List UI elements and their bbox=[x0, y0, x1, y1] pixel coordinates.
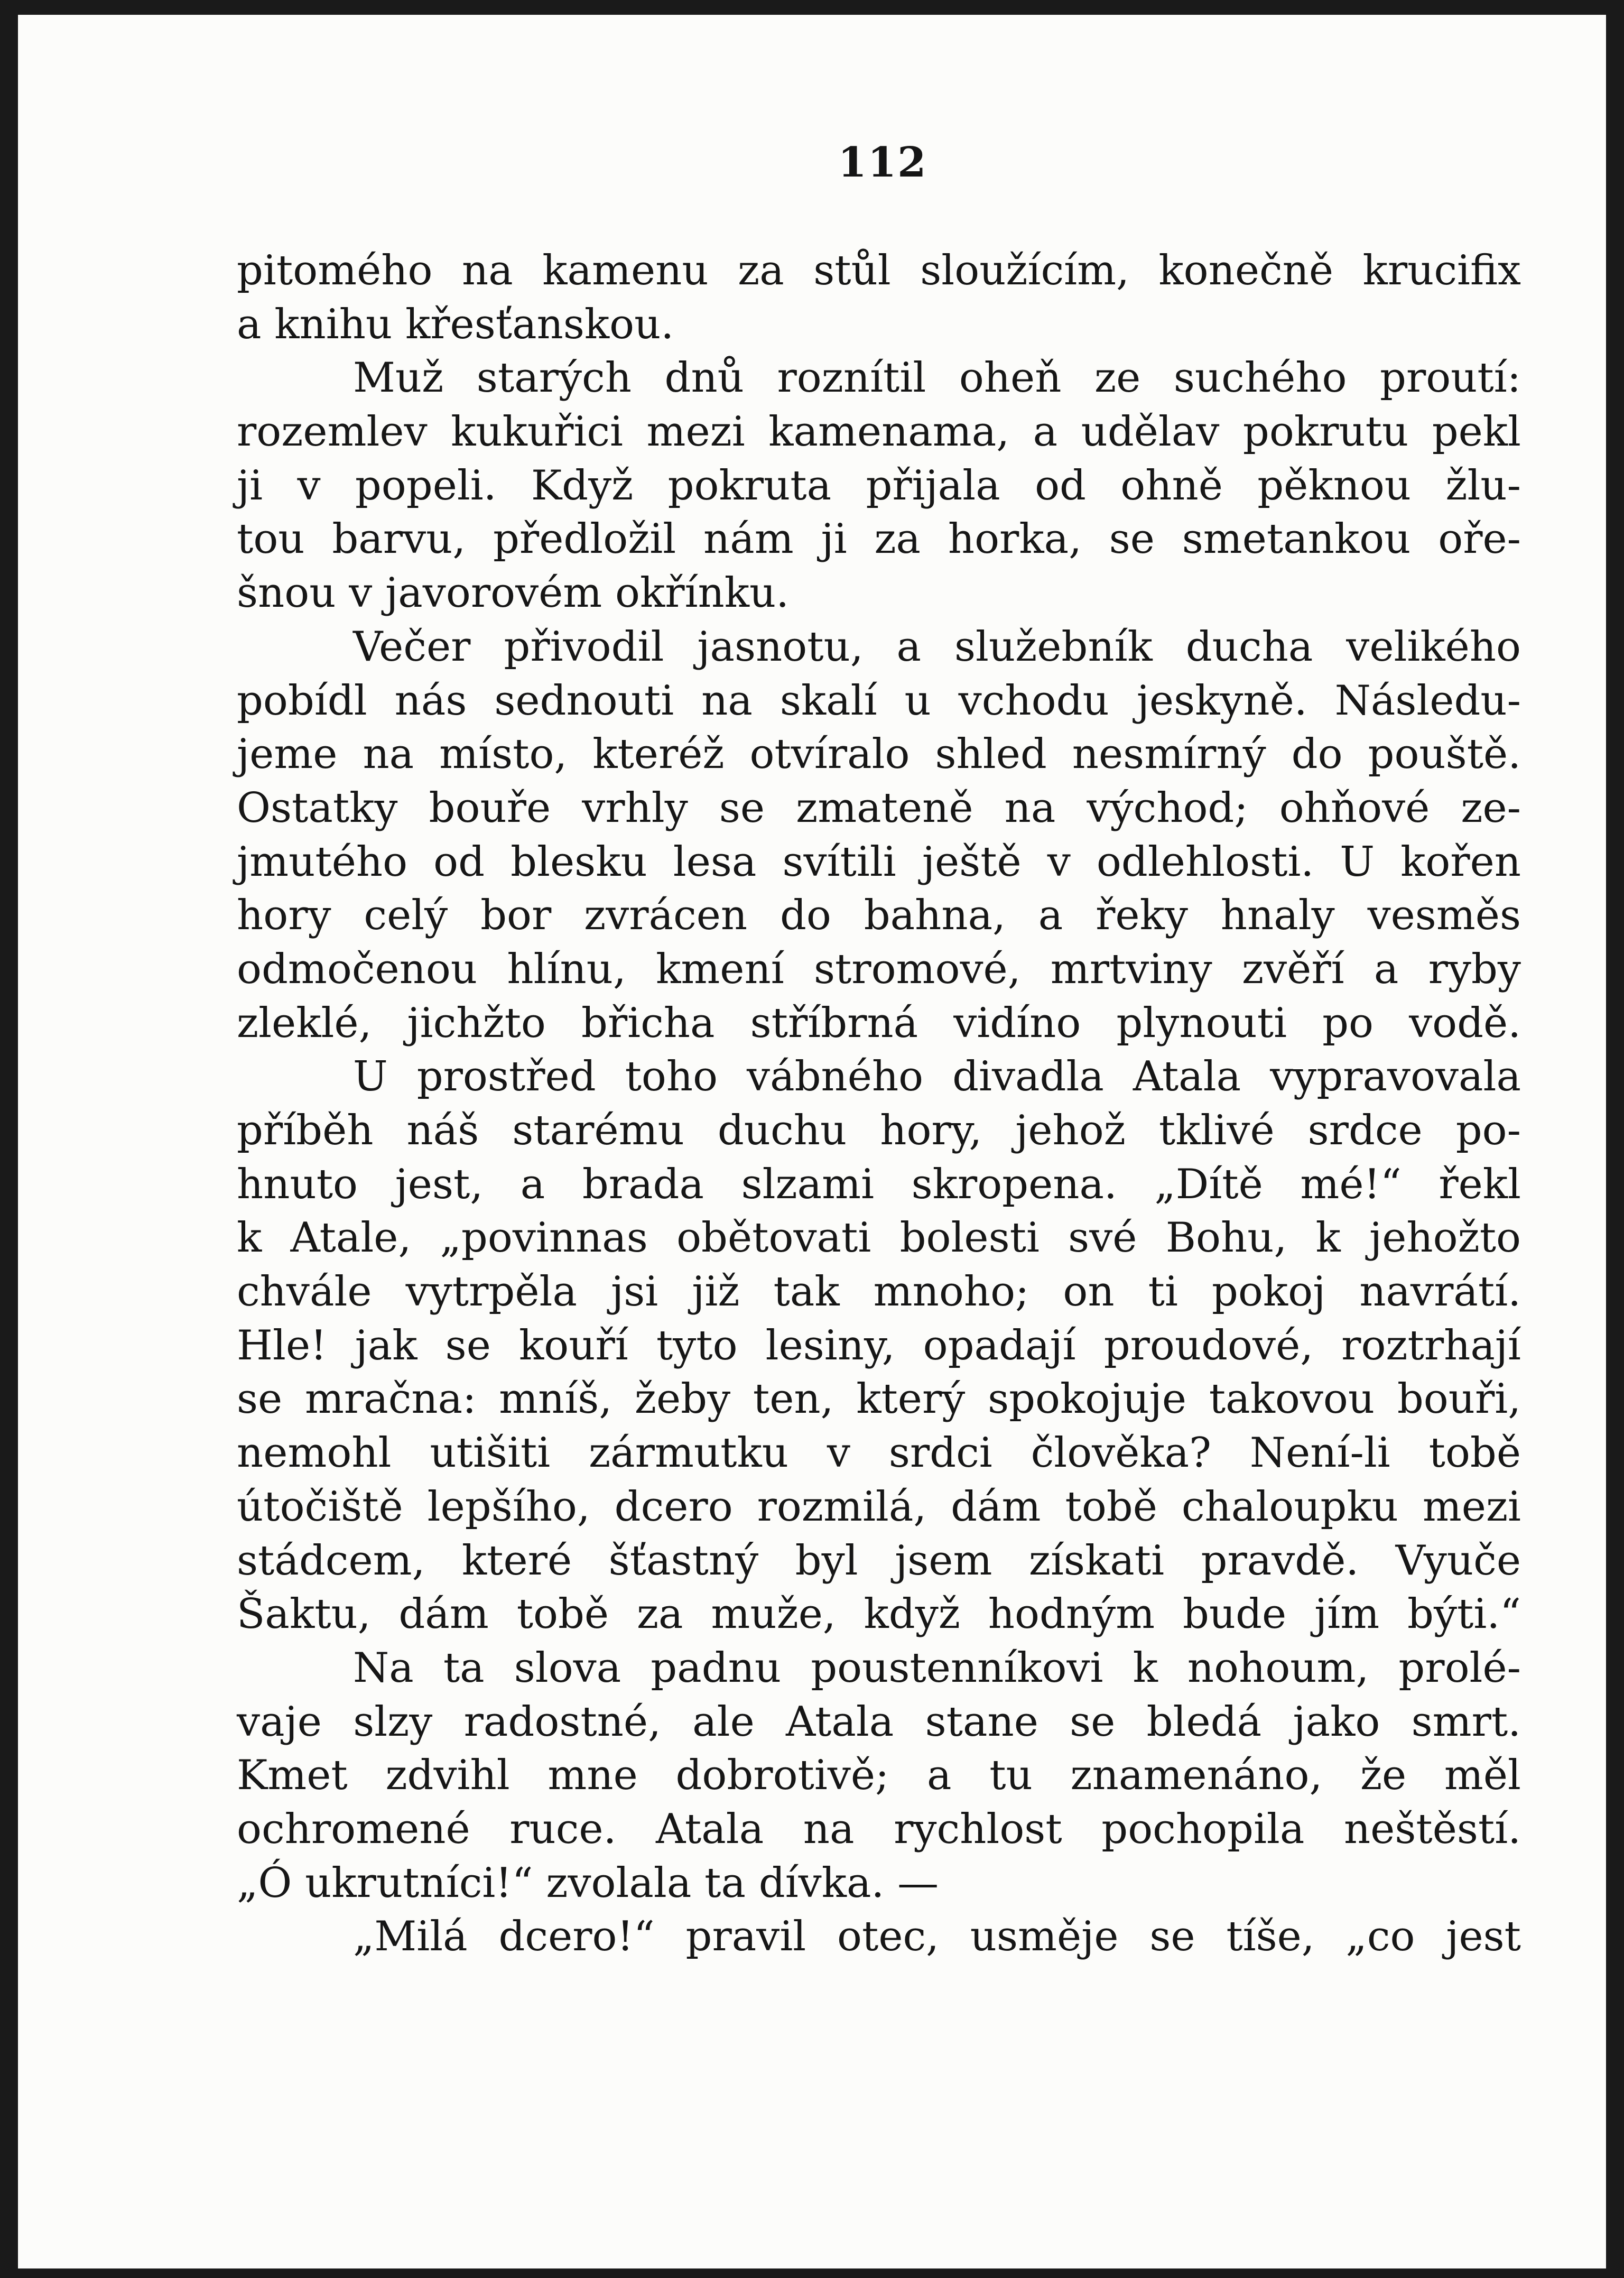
text-line: Hle! jak se kouří tyto lesiny, opadají proudové, roztrhají bbox=[237, 1321, 1521, 1369]
text-line: vaje slzy radostné, ale Atala stane se bledá jako smrt. bbox=[237, 1698, 1521, 1746]
text-line: pitomého na kamenu za stůl sloužícím, konečně krucifix bbox=[237, 247, 1521, 294]
text-line: ochromené ruce. Atala na rychlost pochopila neštěstí. bbox=[237, 1805, 1521, 1853]
text-line: nemohl utišiti zármutku v srdci člověka? Není-li tobě bbox=[237, 1429, 1521, 1477]
text-line: odmočenou hlínu, kmení stromové, mrtviny zvěří a ryby bbox=[237, 945, 1521, 993]
text-line: šnou v javorovém okřínku. bbox=[237, 569, 790, 617]
text-line: stádcem, které šťastný byl jsem získati pravdě. Vyuče bbox=[237, 1536, 1521, 1585]
text-line: hnuto jest, a brada slzami skropena. „Dítě mé!“ řekl bbox=[237, 1160, 1521, 1208]
text-line: U prostřed toho vábného divadla Atala vypravovala bbox=[353, 1053, 1521, 1101]
text-line: a knihu křesťanskou. bbox=[237, 300, 674, 348]
text-line: ji v popeli. Když pokruta přijala od ohně pěknou žlu- bbox=[237, 461, 1521, 510]
text-line: Ostatky bouře vrhly se zmateně na východ; ohňové ze- bbox=[237, 784, 1521, 832]
page-number: 112 bbox=[838, 138, 927, 187]
text-line: Muž starých dnů roznítil oheň ze suchého proutí: bbox=[353, 354, 1521, 402]
text-line: příběh náš starému duchu hory, jehož tklivé srdce po- bbox=[237, 1107, 1521, 1154]
text-line: zleklé, jichžto břicha stříbrná vidíno plynouti po vodě. bbox=[237, 999, 1521, 1047]
text-line: jmutého od blesku lesa svítili ještě v odlehlosti. U kořen bbox=[237, 838, 1521, 886]
scan-border-bottom bbox=[0, 2268, 1624, 2278]
text-line: pobídl nás sednouti na skalí u vchodu jeskyně. Následu- bbox=[237, 677, 1521, 725]
scan-border-top bbox=[0, 0, 1624, 15]
text-line: jeme na místo, kteréž otvíralo shled nesmírný do pouště. bbox=[237, 730, 1521, 779]
text-line: Na ta slova padnu poustenníkovi k nohoum, prolé- bbox=[353, 1644, 1521, 1692]
text-line: k Atale, „povinnas obětovati bolesti své Bohu, k jehožto bbox=[237, 1214, 1521, 1262]
text-line: útočiště lepšího, dcero rozmilá, dám tobě chaloupku mezi bbox=[237, 1483, 1521, 1531]
text-line: chvále vytrpěla jsi již tak mnoho; on ti pokoj navrátí. bbox=[237, 1268, 1521, 1316]
text-line: „Ó ukrutníci!“ zvolala ta dívka. — bbox=[237, 1859, 939, 1907]
text-line: „Milá dcero!“ pravil otec, usměje se tíše, „co jest bbox=[353, 1913, 1521, 1961]
text-line: Kmet zdvihl mne dobrotivě; a tu znamenáno, že měl bbox=[237, 1752, 1521, 1800]
text-line: hory celý bor zvrácen do bahna, a řeky hnaly vesměs bbox=[237, 892, 1521, 940]
text-line: se mračna: mníš, žeby ten, který spokojuje takovou bouři, bbox=[237, 1375, 1521, 1423]
body-text bbox=[237, 244, 1521, 1964]
text-line: tou barvu, předložil nám ji za horka, se smetankou oře- bbox=[237, 515, 1521, 563]
scan-border-left bbox=[0, 0, 18, 2278]
text-line: Šaktu, dám tobě za muže, když hodným bude jím býti.“ bbox=[237, 1590, 1521, 1638]
scan-border-right bbox=[1606, 0, 1624, 2278]
text-line: rozemlev kukuřici mezi kamenama, a udělav pokrutu pekl bbox=[237, 408, 1521, 456]
text-line: Večer přivodil jasnotu, a služebník ducha velikého bbox=[353, 623, 1521, 671]
